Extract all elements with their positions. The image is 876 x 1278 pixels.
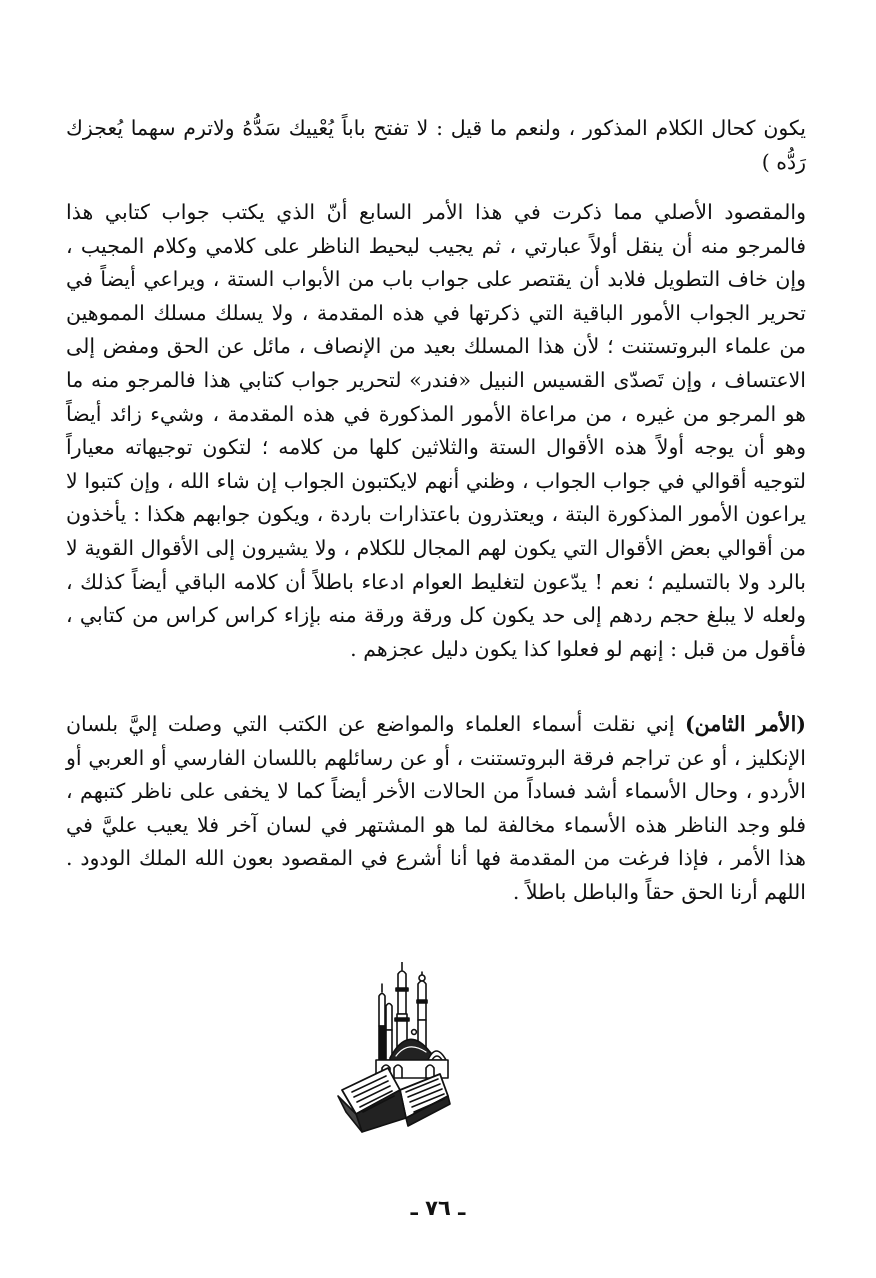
mosque-and-open-book-icon [336,962,454,1140]
paragraph-text: يكون كحال الكلام المذكور ، ولنعم ما قيل : لا تفتح باباً يُعْييك سَدُّهُ ولاترم سهما يُعجزك رَدُّه ) [66,116,806,174]
paragraph-eighth-matter [66,708,806,910]
section-heading: (الأمر الثامن) [684,712,806,736]
paragraph-seventh-matter-purpose [66,196,806,666]
page-number: ـ ٧٦ ـ [410,1196,466,1220]
paragraph-continuation [66,112,806,179]
paragraph-text: إني نقلت أسماء العلماء والمواضع عن الكتب التي وصلت إليَّ بلسان الإنكليز ، أو عن تراجم فرقة البروتستنت ، أو عن رسائلهم باللسان الفارسي أو العربي أو الأردو ، وحال الأسماء أشد فساداً من الحالات الأخر أيضاً كما لا يخفى على ناظر كتبهم ، فلو وجد الناظر هذه الأسماء مخالفة لما هو المشتهر في لسان آخر فلا يعيب عليَّ في هذا الأمر ، فإذا فرغت من المقدمة فها أنا أشرع في المقصود بعون الله الملك الودود . اللهم أرنا الحق حقاً والباطل باطلاً . [66,712,806,904]
paragraph-text: والمقصود الأصلي مما ذكرت في هذا الأمر السابع أنّ الذي يكتب جواب كتابي هذا فالمرجو منه أن ينقل أولاً عبارتي ، ثم يجيب ليحيط الناظر على كلامي وكلام المجيب ، وإن خاف التطويل فلابد أن يقتصر على جواب باب من الأبواب الستة ، ويراعي أيضاً في تحرير الجواب الأمور الباقية التي ذكرتها في هذه المقدمة ، ولا يسلك مسلك المموهين من علماء البروتستنت ؛ لأن هذا المسلك بعيد من الإنصاف ، مائل عن الحق ومفض إلى الاعتساف ، وإن تَصدّى القسيس النبيل «فندر» لتحرير جواب كتابي هذا فالمرجو منه ما هو المرجو من غيره ، من مراعاة الأمور المذكورة في هذه المقدمة ، وشيء زائد أيضاً وهو أن يوجه أولاً هذه الأقوال الستة والثلاثين كلها من كلامه ؛ لتكون توجيهاته معياراً لتوجيه أقوالي في جواب الجواب ، وظني أنهم لايكتبون الجواب إن شاء الله ، وإن كتبوا لا يراعون الأمور المذكورة البتة ، ويعتذرون باعتذارات باردة ، ويكون جوابهم هكذا : يأخذون من أقوالي بعض الأقوال التي يكون لهم المجال للكلام ، ولا يشيرون إلى الأقوال القوية لا بالرد ولا بالتسليم ؛ نعم ! يدّعون لتغليط العوام ادعاء باطلاً أن كلامه الباقي أيضاً كذلك ، ولعله لا يبلغ حجم ردهم إلى حد يكون كل ورقة ورقة منه بإزاء كراس كراس من كتابي ، فأقول من قبل : إنهم لو فعلوا كذا يكون دليل عجزهم . [66,200,806,661]
